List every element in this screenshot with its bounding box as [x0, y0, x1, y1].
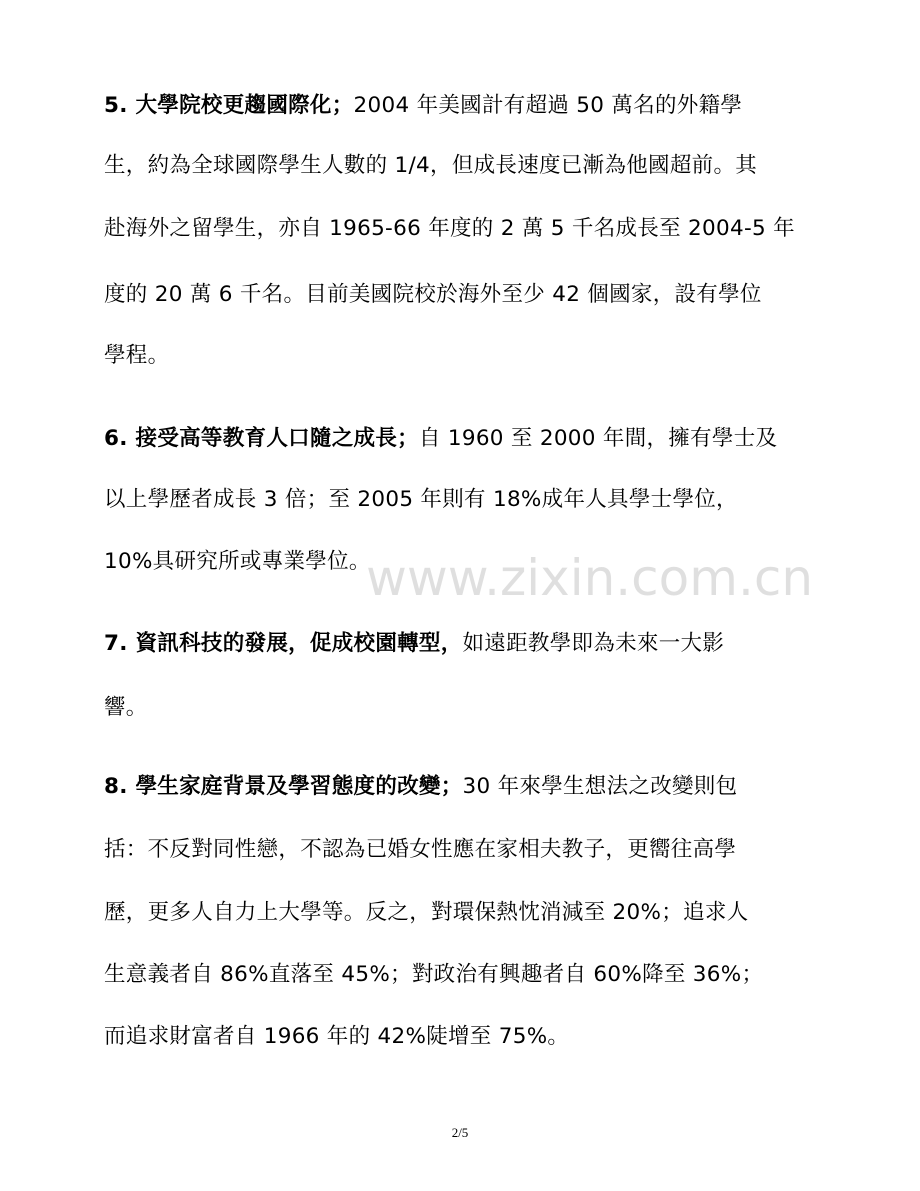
section6-line1: [104, 424, 777, 454]
section7-text: 如遠距教學即為未來一大影: [462, 631, 725, 656]
section8-line3: 歷，更多人自力上大學等。反之，對環保熱忱消減至 20%；追求人: [104, 900, 749, 925]
section6-heading: 6. 接受高等教育人口隨之成長；: [104, 426, 419, 451]
section5-line3: 赴海外之留學生，亦自 1965-66 年度的 2 萬 5 千名成長至 2004-5 年: [104, 216, 795, 241]
section7-line1: [104, 629, 724, 659]
section8-line2: 括：不反對同性戀，不認為已婚女性應在家相夫教子，更嚮往高學: [104, 837, 737, 862]
section8-heading: 8. 學生家庭背景及學習態度的改變；: [104, 774, 463, 799]
section5-text: 2004 年美國計有超過 50 萬名的外籍學: [353, 93, 743, 118]
section8-line4: 生意義者自 86%直落至 45%；對政治有興趣者自 60%降至 36%；: [104, 962, 764, 987]
section6-text: 自 1960 至 2000 年間，擁有學士及: [418, 426, 778, 451]
section6-line2: 以上學歷者成長 3 倍；至 2005 年則有 18%成年人具學士學位，: [104, 487, 738, 512]
section8-line5: 而追求財富者自 1966 年的 42%陡增至 75%。: [104, 1024, 570, 1049]
section7-line2: 響。: [104, 695, 148, 720]
section5-heading: 5. 大學院校更趨國際化；: [104, 93, 354, 118]
page-number: 2/5: [451, 1125, 469, 1140]
section5-line1: [104, 91, 742, 121]
section5-line5: 學程。: [104, 343, 170, 368]
section7-heading: 7. 資訊科技的發展，促成校園轉型，: [104, 631, 463, 656]
section5-line4: 度的 20 萬 6 千名。目前美國院校於海外至少 42 個國家，設有學位: [104, 282, 762, 307]
section5-line2: 生，約為全球國際學生人數的 1/4，但成長速度已漸為他國超前。其: [104, 153, 758, 178]
section8-text: 30 年來學生想法之改變則包: [462, 774, 738, 799]
section6-line3: 10%具研究所或專業學位。: [104, 549, 371, 574]
section8-line1: [104, 772, 737, 802]
watermark: www.zixin.com.cn: [366, 549, 814, 607]
